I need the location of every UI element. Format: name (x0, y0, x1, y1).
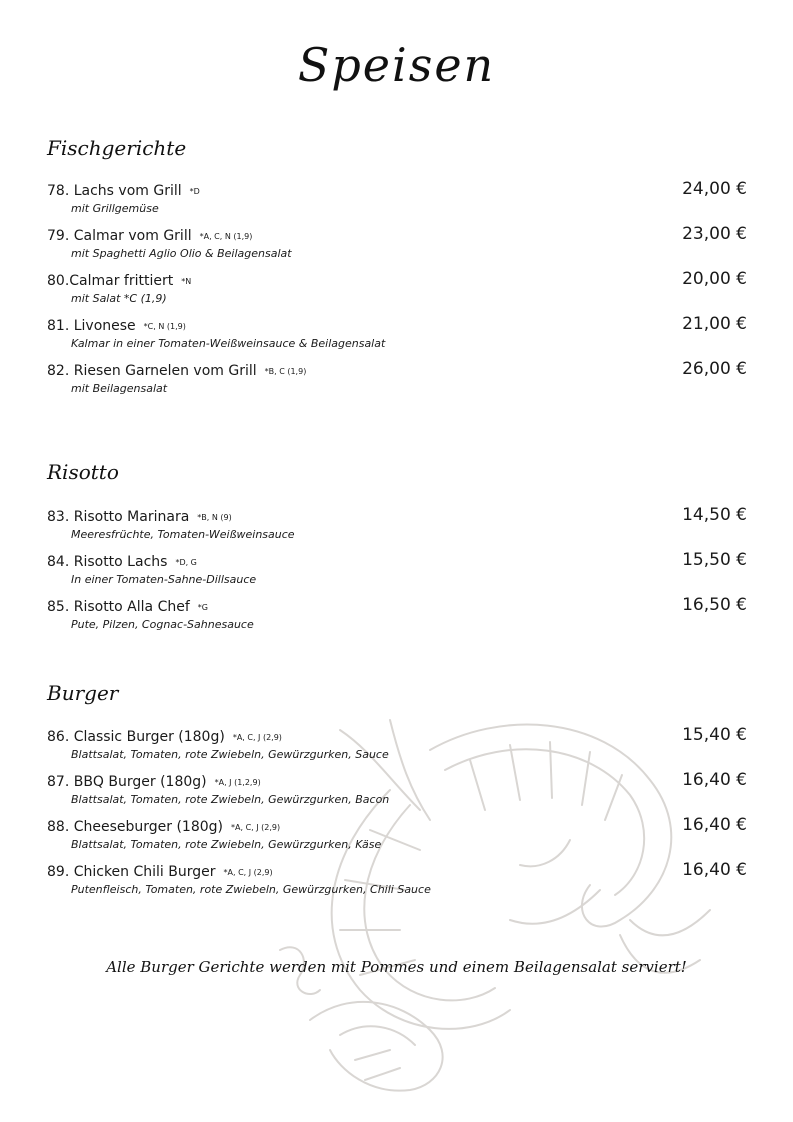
item-description: Blattsalat, Tomaten, rote Zwiebeln, Gewürzgurken, Bacon (71, 793, 390, 806)
item-price: 16,40 € (682, 815, 747, 835)
item-description: mit Beilagensalat (71, 382, 168, 395)
item-name: 88. Cheeseburger (180g) (47, 819, 224, 835)
item-description: Blattsalat, Tomaten, rote Zwiebeln, Gewürzgurken, Sauce (71, 748, 389, 761)
item-description: mit Spaghetti Aglio Olio & Beilagensalat (71, 247, 292, 260)
item-price: 15,40 € (682, 725, 747, 745)
item-description: mit Grillgemüse (71, 202, 159, 215)
item-name: 81. Livonese (47, 318, 136, 334)
item-description: Meeresfrüchte, Tomaten-Weißweinsauce (71, 528, 295, 541)
allergen-code: *A, C, N (1,9) (199, 232, 253, 241)
allergen-code: *N (181, 277, 192, 286)
item-description: Pute, Pilzen, Cognac-Sahnesauce (71, 618, 254, 631)
menu-item-78 (47, 179, 747, 227)
item-description: Blattsalat, Tomaten, rote Zwiebeln, Gewürzgurken, Käse (71, 838, 382, 851)
allergen-code: *D (189, 187, 200, 196)
item-name: 82. Riesen Garnelen vom Grill (47, 363, 257, 379)
item-price: 16,40 € (682, 770, 747, 790)
item-description: mit Salat *C (1,9) (71, 292, 167, 305)
section-title-fischgerichte: Fischgerichte (47, 136, 187, 160)
menu-item-81 (47, 314, 747, 362)
item-name: 86. Classic Burger (180g) (47, 729, 225, 745)
menu-item-80 (47, 269, 747, 317)
fischgerichte-list (47, 179, 747, 407)
menu-item-85 (47, 595, 747, 643)
item-name: 84. Risotto Lachs (47, 554, 168, 570)
item-price: 14,50 € (682, 505, 747, 525)
item-description: In einer Tomaten-Sahne-Dillsauce (71, 573, 257, 586)
item-name: 89. Chicken Chili Burger (47, 864, 216, 880)
menu-item-86 (47, 725, 747, 773)
item-description: Kalmar in einer Tomaten-Weißweinsauce & Beilagensalat (71, 337, 386, 350)
item-name: 83. Risotto Marinara (47, 509, 190, 525)
menu-item-83 (47, 505, 747, 553)
allergen-code: *D, G (175, 558, 197, 567)
item-name: 80.Calmar frittiert (47, 273, 174, 289)
item-name: 79. Calmar vom Grill (47, 228, 192, 244)
allergen-code: *B, N (9) (197, 513, 232, 522)
menu-item-88 (47, 815, 747, 863)
allergen-code: *G (197, 603, 208, 612)
menu-item-89 (47, 860, 747, 908)
allergen-code: *A, J (1,2,9) (214, 778, 261, 787)
allergen-code: *A, C, J (2,9) (223, 868, 273, 877)
allergen-code: *B, C (1,9) (264, 367, 307, 376)
burger-list (47, 725, 747, 908)
risotto-list (47, 505, 747, 643)
item-price: 15,50 € (682, 550, 747, 570)
menu-item-79 (47, 224, 747, 272)
item-price: 16,40 € (682, 860, 747, 880)
item-price: 23,00 € (682, 224, 747, 244)
item-price: 26,00 € (682, 359, 747, 379)
item-name: 85. Risotto Alla Chef (47, 599, 190, 615)
item-name: 78. Lachs vom Grill (47, 183, 182, 199)
item-description: Putenfleisch, Tomaten, rote Zwiebeln, Gewürzgurken, Chili Sauce (71, 883, 431, 896)
allergen-code: *A, C, J (2,9) (231, 823, 281, 832)
menu-item-84 (47, 550, 747, 598)
footer-note: Alle Burger Gerichte werden mit Pommes und einem Beilagensalat serviert! (106, 958, 687, 976)
item-price: 20,00 € (682, 269, 747, 289)
menu-item-82 (47, 359, 747, 407)
page-title: Speisen (297, 38, 496, 92)
allergen-code: *C, N (1,9) (143, 322, 186, 331)
allergen-code: *A, C, J (2,9) (232, 733, 282, 742)
section-title-risotto: Risotto (47, 460, 119, 484)
item-price: 24,00 € (682, 179, 747, 199)
item-name: 87. BBQ Burger (180g) (47, 774, 207, 790)
item-price: 16,50 € (682, 595, 747, 615)
section-title-burger: Burger (47, 681, 119, 705)
item-price: 21,00 € (682, 314, 747, 334)
menu-item-87 (47, 770, 747, 818)
